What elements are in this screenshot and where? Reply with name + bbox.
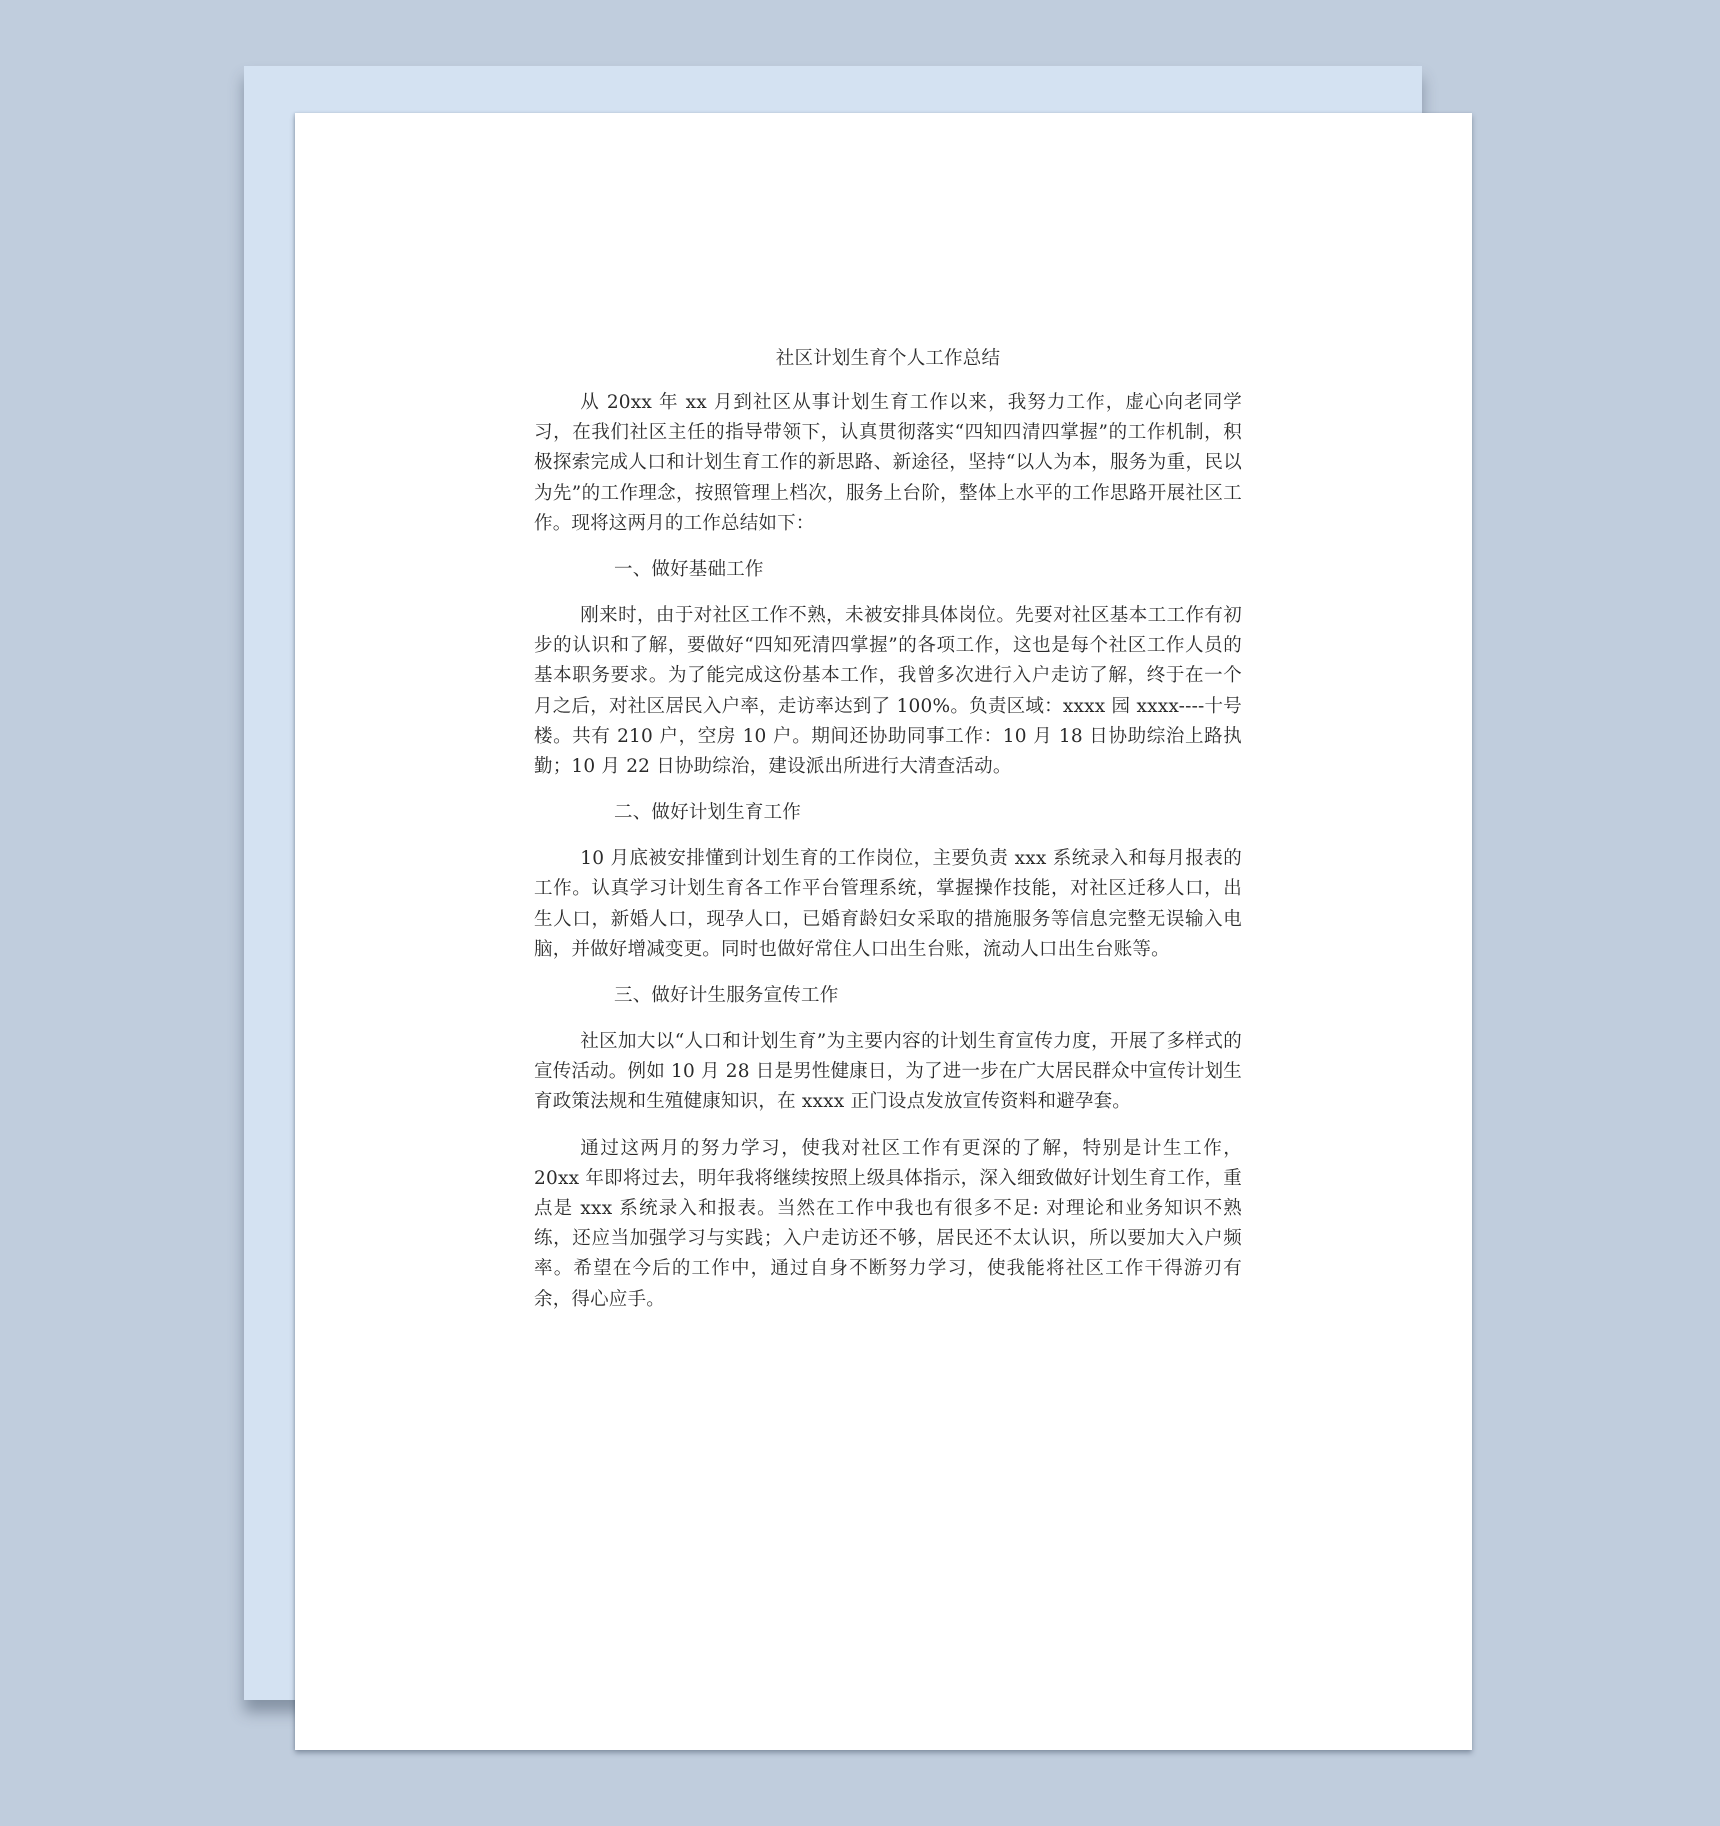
section-heading-basic-work: 一、做好基础工作 (614, 559, 764, 581)
section-body-basic-work: 刚来时，由于对社区工作不熟，未被安排具体岗位。先要对社区基本工工作有初步的认识和了解，要做好“四知死清四掌握”的各项工作，这也是每个社区工作人员的基本职务要求。为了能完成这份基本工作，我曾多次进行入户走访了解，终于在一个月之后，对社区居民入户率，走访率达到了 100%。负责区域：xxxx 园 xxxx----十号楼。共有 210 户，空房 10 户。期间还协助同事工作：10 月 18 日协助综治上路执勤；10 月 22 日协助综治，建设派出所进行大清查活动。 (534, 605, 1242, 778)
document-body (534, 344, 1242, 1331)
section-body-family-planning: 10 月底被安排懂到计划生育的工作岗位，主要负责 xxx 系统录入和每月报表的工作。认真学习计划生育各工作平台管理系统，掌握操作技能，对社区迁移人口，出生人口，新婚人口，现孕人口，已婚育龄妇女采取的措施服务等信息完整无误输入电脑，并做好增减变更。同时也做好常住人口出生台账，流动人口出生台账等。 (534, 848, 1242, 960)
section-heading-publicity: 三、做好计生服务宣传工作 (614, 985, 839, 1007)
document-title: 社区计划生育个人工作总结 (775, 348, 1001, 369)
intro-paragraph: 从 20xx 年 xx 月到社区从事计划生育工作以来，我努力工作，虚心向老同学习，在我们社区主任的指导带领下，认真贯彻落实“四知四清四掌握”的工作机制，积极探索完成人口和计划生育工作的新思路、新途径，坚持“以人为本，服务为重，民以为先”的工作理念，按照管理上档次，服务上台阶，整体上水平的工作思路开展社区工作。现将这两月的工作总结如下： (534, 392, 1242, 534)
section-heading-family-planning: 二、做好计划生育工作 (614, 802, 802, 824)
section-body-publicity: 社区加大以“人口和计划生育”为主要内容的计划生育宣传力度，开展了多样式的宣传活动。例如 10 月 28 日是男性健康日，为了进一步在广大居民群众中宣传计划生育政策法规和生殖健康知识，在 xxxx 正门设点发放宣传资料和避孕套。 (534, 1031, 1243, 1113)
conclusion-paragraph: 通过这两月的努力学习，使我对社区工作有更深的了解，特别是计生工作，20xx 年即将过去，明年我将继续按照上级具体指示，深入细致做好计划生育工作，重点是 xxx 系统录入和报表。当然在工作中我也有很多不足: 对理论和业务知识不熟练，还应当加强学习与实践；入户走访还不够，居民还不太认识，所以要加大入户频率。希望在今后的工作中，通过自身不断努力学习，使我能将社区工作干得游刃有余，得心应手。 (534, 1137, 1242, 1310)
